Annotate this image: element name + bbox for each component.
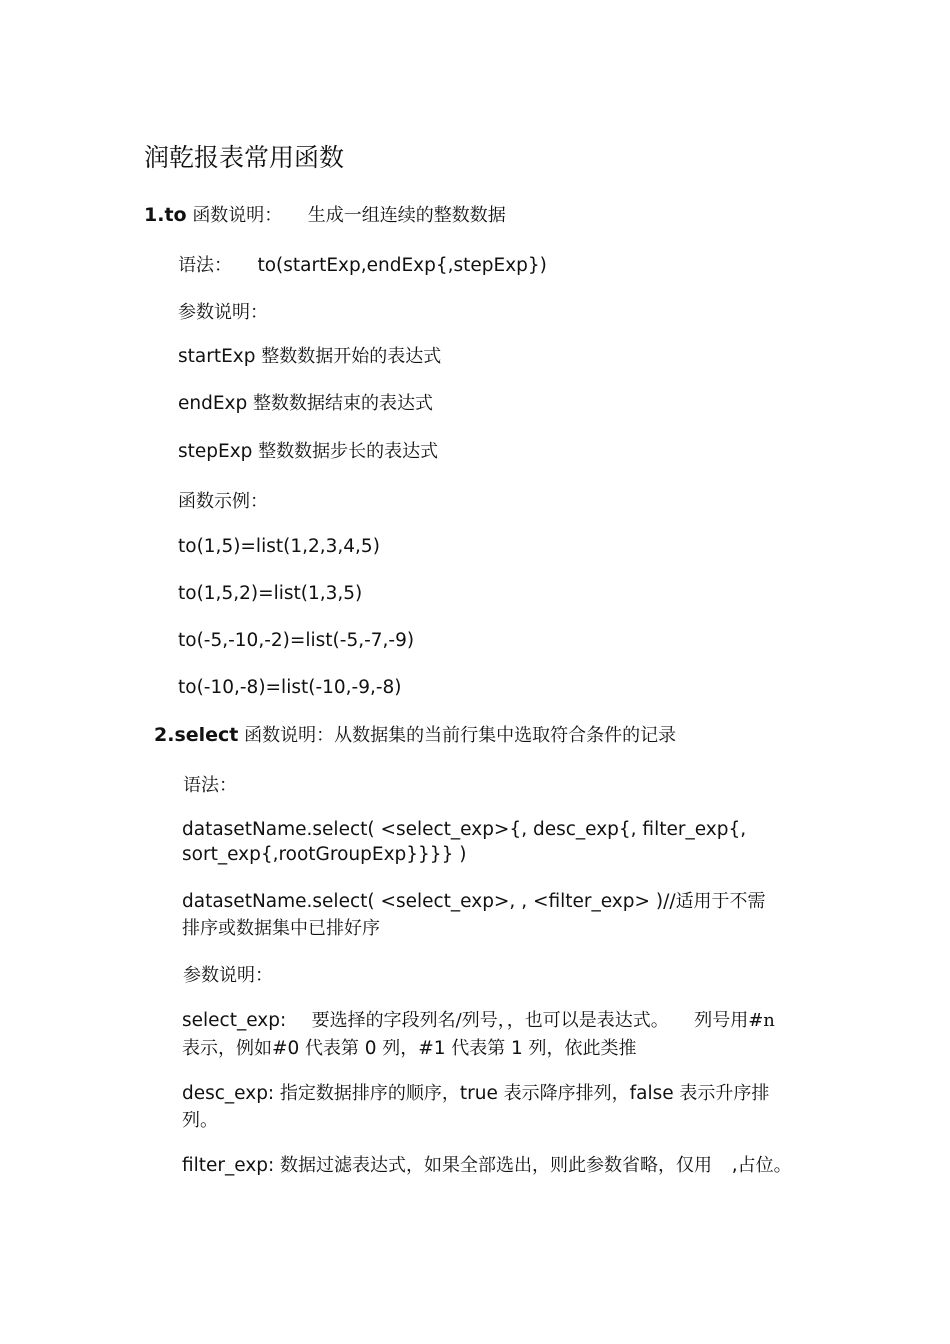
text-fragment: 列，依此类推 (528, 1038, 637, 1059)
section-2-syntax-label: 语法： (183, 775, 237, 796)
section-2-heading (154, 726, 676, 745)
param-filter-exp (182, 1157, 792, 1176)
text-fragment: 指定数据排序的顺序， (279, 1083, 460, 1104)
param-name: desc_exp: (182, 1083, 275, 1104)
text-fragment: 代表第 (451, 1038, 506, 1059)
text-fragment: #1 (418, 1038, 446, 1059)
text-fragment: 0 (364, 1038, 377, 1059)
example-line: to(-10,-8)=list(-10,-9,-8) (178, 677, 402, 698)
text-fragment: 代表第 (305, 1038, 360, 1059)
param-desc: 整数数据结束的表达式 (252, 393, 433, 414)
section-1-heading (144, 206, 506, 225)
param-name: select_exp: (182, 1010, 287, 1031)
param-name: startExp (178, 346, 256, 367)
param-name: stepExp (178, 441, 253, 462)
section-1-label: 函数说明： (192, 205, 283, 226)
param-row (178, 348, 441, 367)
text-fragment: 表示升序排 (679, 1083, 770, 1104)
param-name: filter_exp: (182, 1155, 275, 1176)
param-row (178, 443, 438, 462)
example-line: to(1,5,2)=list(1,3,5) (178, 583, 363, 604)
syntax-code-line-2 (182, 893, 766, 912)
document-title: 润乾报表常用函数 (144, 143, 345, 172)
param-select-exp-cont (182, 1040, 637, 1059)
syntax-note-cont: 排序或数据集中已排好序 (182, 918, 380, 939)
section-2-params-label: 参数说明： (183, 965, 273, 986)
example-line: to(-5,-10,-2)=list(-5,-7,-9) (178, 630, 415, 651)
param-row (178, 395, 433, 414)
text-fragment: 表示，例如 (182, 1038, 272, 1059)
example-line: to(1,5)=list(1,2,3,4,5) (178, 536, 380, 557)
syntax-code: datasetName.select( <select_exp>, , <filter_exp> )// (182, 891, 676, 912)
param-select-exp (182, 1012, 775, 1031)
section-1-syntax (178, 257, 547, 276)
param-desc-exp (182, 1085, 769, 1104)
param-desc: 整数数据步长的表达式 (258, 441, 439, 462)
syntax-code-line: datasetName.select( <select_exp>{, desc_exp{, filter_exp{, (182, 819, 747, 840)
syntax-code: to(startExp,endExp{,stepExp}) (257, 255, 547, 276)
text-fragment: 数据过滤表达式，如果全部选出，则此参数省略，仅用 (280, 1155, 712, 1176)
text-fragment: 占位。 (737, 1155, 792, 1176)
text-fragment: true (459, 1083, 498, 1104)
section-2-function-name: 2.select (154, 724, 239, 746)
param-desc: 要选择的字段列名/列号，，也可以是表达式。 (311, 1010, 669, 1031)
text-fragment: 列， (382, 1038, 419, 1059)
syntax-note: 适用于不需 (675, 891, 766, 912)
text-fragment: , (731, 1155, 738, 1176)
param-name: endExp (178, 393, 248, 414)
text-fragment: #0 (272, 1038, 300, 1059)
section-1-examples-label: 函数示例： (178, 491, 268, 512)
text-fragment: 1 (511, 1038, 523, 1059)
section-2-desc: 函数说明：从数据集的当前行集中选取符合条件的记录 (244, 725, 677, 746)
text-fragment: false (629, 1083, 674, 1104)
syntax-code-line: sort_exp{,rootGroupExp}}}} ) (182, 844, 467, 865)
param-desc-2: 列号用#n (694, 1010, 775, 1031)
section-1-params-label: 参数说明： (178, 302, 268, 323)
text-fragment: 表示降序排列， (503, 1083, 630, 1104)
section-1-function-name: 1.to (144, 204, 187, 226)
param-desc-exp-cont: 列。 (182, 1110, 218, 1131)
param-desc: 整数数据开始的表达式 (261, 346, 442, 367)
section-1-desc: 生成一组连续的整数数据 (307, 205, 506, 226)
syntax-label: 语法： (178, 255, 232, 276)
